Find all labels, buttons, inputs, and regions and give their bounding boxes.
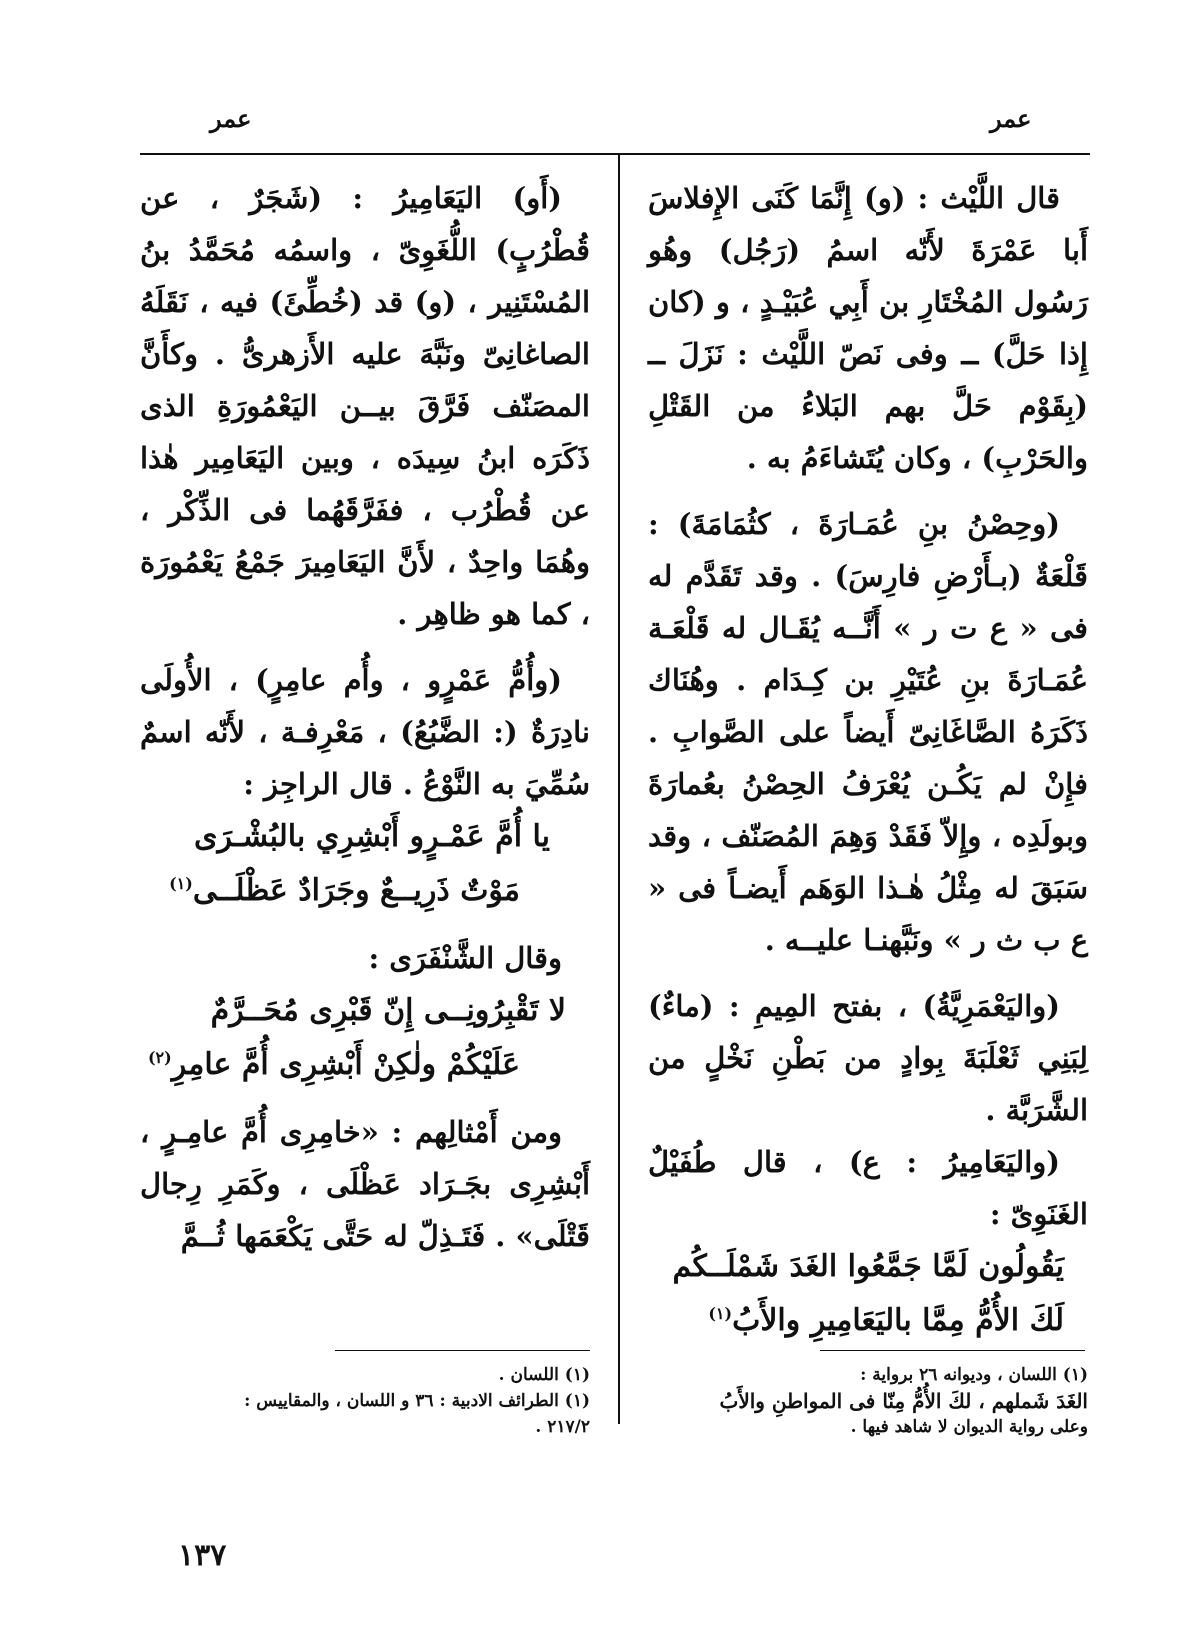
left-paragraph-1: (أَو) اليَعَامِيرُ : (شَجَرٌ ، عن قُطْرُبٍ) اللُّغَوِىّ ، واسمُه مُحَمَّدُ بنُ المُسْتَنِير ، (و) قد (خُطِّئَ) فيه ، نَقَلَهُ الصاغانِىّ ونَبَّهَ عليه الأَزهرىُّ . وكأَنَّ المصَنّف فَرَّقَ بيــن اليَعْمُورَةِ الذى ذَكَرَه ابنُ سِيدَه ، وبين اليَعَامِير هٰذا عن قُطْرُب ، ففَرَّقَهُما فى الذِّكْر ، وهُمَا واحِدٌ ، لأَنَّ اليَعَامِيرَ جَمْعُ يَعْمُورَة ، كما هو ظاهِر .: [140, 181, 590, 631]
right-paragraph-1: قال اللَّيْث : (و) إِنَّمَا كَنَى الإِفلاسَ أَبا عَمْرَةَ لأَنّه اسمُ (رَجُل) وهُو رَسُول المُخْتَارِ بن أَبِي عُبَيْـدٍ ، و (كان إِذا حَلَّ) ــ وفى نَصّ اللَّيْث : نَزَلَ ــ (بِقَوْم حَلَّ بهم البَلاءُ من القَتْلِ والحَرْبِ) ، وكان يُتَشاءَمُ به .: [648, 181, 1088, 475]
left-verse-2-line-2-text: عَلَيْكُمْ ولٰكِنْ أَبْشِرِى أُمَّ عامِرِ: [171, 1047, 520, 1082]
footnotes-left: [140, 1362, 590, 1440]
left-verse-1-line-1: يا أُمَّ عَمْـرٍو أَبْشِرِي بالبُشْـرَى: [193, 819, 550, 854]
footnote-rule-left: [335, 1350, 590, 1351]
footnote-rule-right: [820, 1350, 1085, 1351]
running-header-right: عمر: [990, 104, 1032, 133]
right-paragraph-2: (وحِصْنُ بنِ عُمَـارَةَ ، كثُمَامَةَ) : قَلْعَةٌ (بـأَرْضِ فارِسَ) . وقد تَقَدَّم له فى « ع ت ر » أَنَّــه يُقَـال له قَلْعَـة عُمَـارَةَ بنِ عُتَيْرِ بن كِـدَام . وهُنَاك ذَكَرَهُ الصَّاغَانِىّ أَيضاً على الصَّوابِ . فإِنْ لم يَكُـن يُعْرَفُ الحِصْنُ بعُمارَةَ وبولَدِه ، وإِلاّ فَقَدْ وَهِمَ المُصَنّف ، وقد سَبَقَ له مِثْلُ هٰـذا الوَهَم أَيضـاً فى « ع ب ث ر » ونَبَّهنـا عليــه .: [648, 507, 1088, 957]
column-divider: [618, 154, 620, 1424]
footnote-right-line-3: وعلى رواية الديوان لا شاهد فيها .: [850, 1417, 1088, 1437]
right-verse: [648, 1240, 1088, 1348]
left-verse-2-line-2: [140, 1038, 590, 1092]
left-column: [140, 172, 590, 1262]
left-verse-2-line-1: لا تَقْبِرُونِــى إِنّ قَبْرِى مُحَــرَّمٌ: [210, 993, 566, 1028]
footnote-right-line-1: (١) اللسان ، وديوانه ٢٦ برواية :: [860, 1365, 1088, 1385]
right-paragraph-4: (واليَعَامِيرُ : ع) ، قال طُفَيْلٌ الغَنَوِىّ :: [648, 1145, 1088, 1231]
left-verse-1: [140, 810, 590, 918]
right-verse-line-2-text: لَكَ الأُمُّ مِمَّا باليَعَامِيرِ والأَبُ: [732, 1303, 1064, 1338]
footnotes-right: [648, 1362, 1088, 1440]
footnote-left-line-1: (١) اللسان .: [498, 1365, 590, 1385]
right-paragraph-3: (واليَعْمَرِيَّةُ) ، بفتح المِيمِ : (ماءٌ) لِبَنِي ثَعْلَبَةَ بِوادٍ من بَطْنِ نَخْلٍ من الشَّرَبَّة .: [648, 989, 1088, 1127]
footnote-left-line-2: (١) الطرائف الادبية : ٣٦ و اللسان ، والمقاييس :: [244, 1391, 590, 1411]
footnote-right-line-2: الغَدَ شَملهم ، لكَ الأُمُّ مِنّا فى المواطنِ والأَبُ: [719, 1389, 1088, 1413]
left-paragraph-2: (وأُمُّ عَمْرٍو ، وأُم عامِرٍ) ، الأُولَى نادِرَةٌ (: الضَّبُعُ) ، مَعْرِفـة ، لأَنّه اسمٌ سُمِّيَ به النَّوْعُ . قال الراجِز :: [140, 663, 590, 801]
right-verse-line-1: يَقُولُون لَمَّا جَمَّعُوا الغَدَ شَمْلَــكُم: [672, 1249, 1064, 1284]
left-paragraph-4: ومن أَمْثالِهم : «خامِرِى أُمَّ عامِـرٍ ، أَبْشِرِى بجَـرَاد عَظْلَى ، وكَمَرِ رِجال قَتْلَى» . فَتَـذِلّ له حَتَّى يَكْعَمَها ثُــمَّ: [140, 1115, 590, 1253]
page-number: ١٣٧: [178, 1538, 227, 1573]
footnote-marker: (١): [708, 1304, 733, 1323]
footnote-left-line-3: ٢١٧/٢ .: [535, 1417, 590, 1437]
header-rule: [140, 153, 1090, 155]
right-verse-line-2: [648, 1294, 1088, 1348]
left-paragraph-3: وقال الشَّنْفَرَى :: [368, 941, 562, 975]
left-verse-1-line-2-text: مَوْتٌ ذَرِيــعٌ وجَرَادٌ عَظْلَــى: [192, 873, 520, 908]
left-verse-1-line-2: [140, 864, 590, 918]
left-verse-2: [140, 984, 590, 1092]
footnote-marker: (١): [169, 874, 193, 893]
running-header-left: عمر: [210, 104, 252, 133]
right-column: [648, 172, 1088, 1348]
footnote-marker: (٢): [147, 1048, 172, 1067]
